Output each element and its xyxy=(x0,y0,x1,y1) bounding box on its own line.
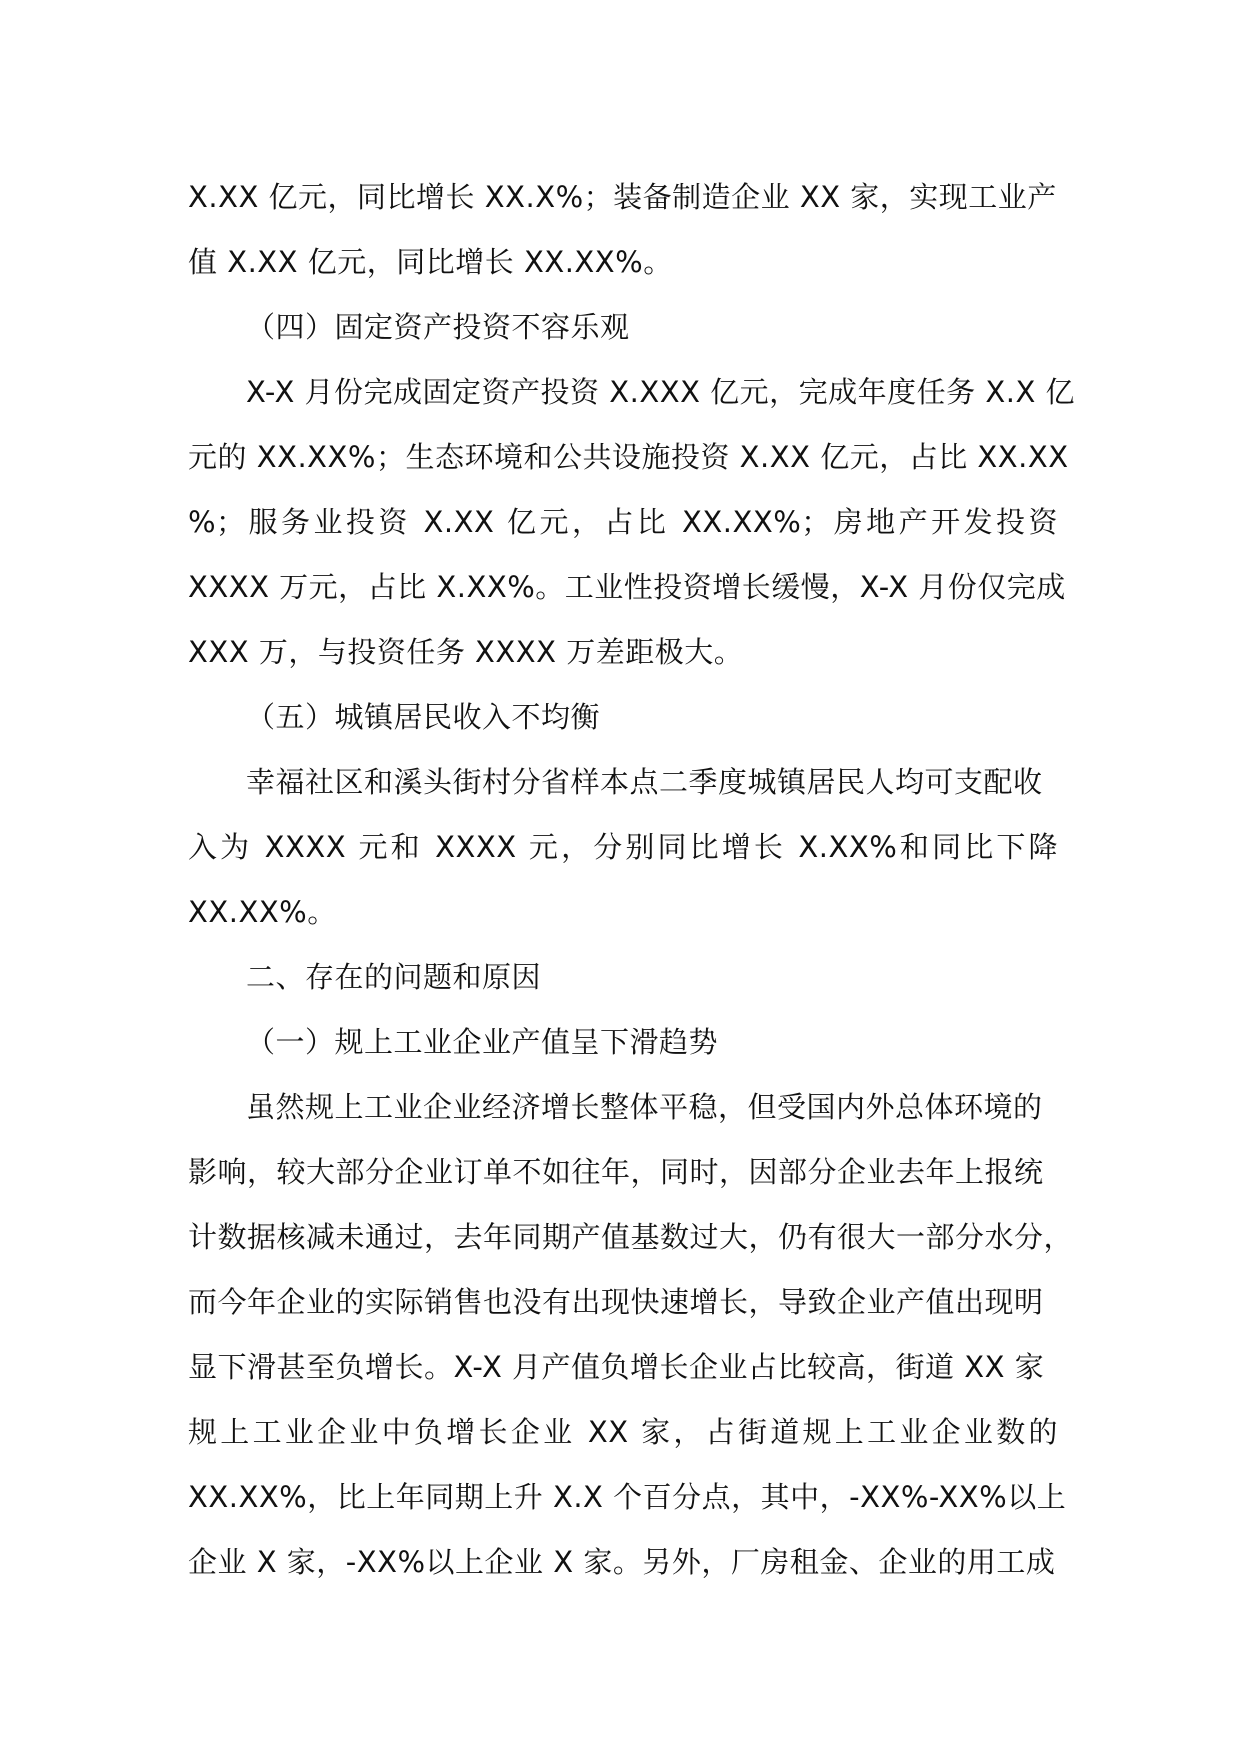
paragraph-line: 规上工业企业中负增长企业 XX 家，占街道规上工业企业数的 xyxy=(188,1415,1058,1449)
paragraph-line: 元的 XX.XX%；生态环境和公共设施投资 X.XX 亿元，占比 XX.XX xyxy=(188,440,1069,474)
section-heading: （五）城镇居民收入不均衡 xyxy=(246,700,601,734)
paragraph-line: 显下滑甚至负增长。X-X 月产值负增长企业占比较高，街道 XX 家 xyxy=(188,1350,1045,1384)
paragraph-line: XXXX 万元，占比 X.XX%。工业性投资增长缓慢，X-X 月份仅完成 xyxy=(188,570,1066,604)
paragraph-line: XX.XX%。 xyxy=(188,895,337,929)
paragraph-line: 影响，较大部分企业订单不如往年，同时，因部分企业去年上报统 xyxy=(188,1155,1044,1189)
document-body xyxy=(188,165,1076,1595)
paragraph-line: 幸福社区和溪头街村分省样本点二季度城镇居民人均可支配收 xyxy=(246,765,1043,799)
paragraph-line: 企业 X 家，-XX%以上企业 X 家。另外，厂房租金、企业的用工成 xyxy=(188,1545,1056,1579)
paragraph-line: 虽然规上工业企业经济增长整体平稳，但受国内外总体环境的 xyxy=(246,1090,1043,1124)
paragraph-line: X.XX 亿元，同比增长 XX.X%；装备制造企业 XX 家，实现工业产 xyxy=(188,180,1057,214)
section-heading: （四）固定资产投资不容乐观 xyxy=(246,310,630,344)
paragraph-line: XXX 万，与投资任务 XXXX 万差距极大。 xyxy=(188,635,744,669)
paragraph-line: XX.XX%，比上年同期上升 X.X 个百分点，其中，-XX%-XX%以上 xyxy=(188,1480,1067,1514)
paragraph-line: 入为 XXXX 元和 XXXX 元，分别同比增长 X.XX%和同比下降 xyxy=(188,830,1058,864)
paragraph-line: X-X 月份完成固定资产投资 X.XXX 亿元，完成年度任务 X.X 亿 xyxy=(246,375,1076,409)
section-heading: （一）规上工业企业产值呈下滑趋势 xyxy=(246,1025,719,1059)
paragraph-line: 而今年企业的实际销售也没有出现快速增长，导致企业产值出现明 xyxy=(188,1285,1044,1319)
paragraph-line: 值 X.XX 亿元，同比增长 XX.XX%。 xyxy=(188,245,673,279)
chapter-heading: 二、存在的问题和原因 xyxy=(246,960,542,994)
paragraph-line: 计数据核减未通过，去年同期产值基数过大，仍有很大一部分水分， xyxy=(188,1220,1074,1254)
paragraph-line: %；服务业投资 X.XX 亿元，占比 XX.XX%；房地产开发投资 xyxy=(188,505,1058,539)
